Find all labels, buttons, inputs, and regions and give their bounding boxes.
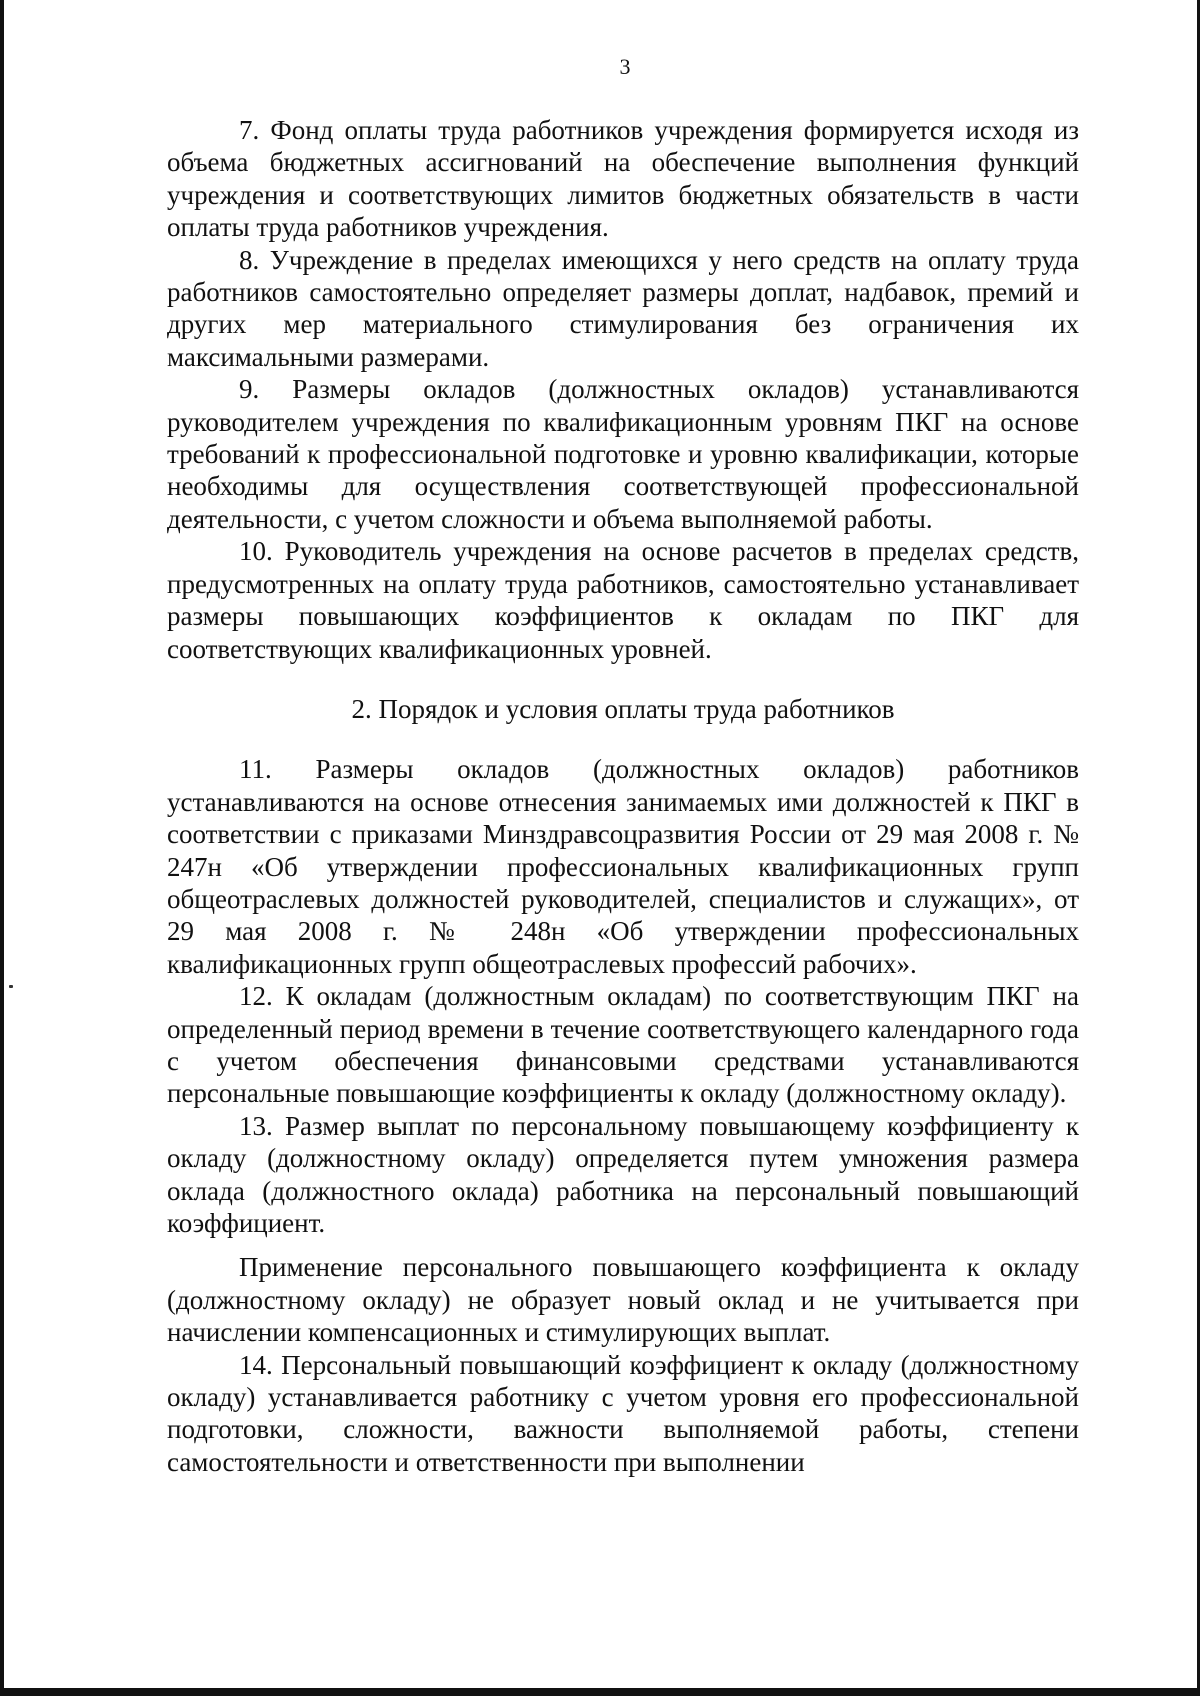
paragraph-9: 9. Размеры окладов (должностных окладов) устанавливаются руководителем учреждения по квалификационным уровням ПКГ на основе требований к профессиональной подготовке и уровню квалификации, которые необходимы для осуществления соответствующей профессиональной деятельности, с учетом сложности и объема выполняемой работы.: [167, 374, 1079, 534]
section-heading: 2. Порядок и условия оплаты труда работников: [351, 693, 895, 724]
paragraph-7: 7. Фонд оплаты труда работников учреждения формируется исходя из объема бюджетных ассигнований на обеспечение выполнения функций учреждения и соответствующих лимитов бюджетных обязательств в части оплаты труда работников учреждения.: [167, 115, 1079, 243]
document-body: [167, 114, 1079, 1478]
scan-border-bottom: [0, 1688, 1200, 1696]
page-number: 3: [619, 54, 631, 79]
scan-speck: [9, 985, 13, 988]
paragraph-13: 13. Размер выплат по персональному повышающему коэффициенту к окладу (должностному окладу) определяется путем умножения размера оклада (должностного оклада) работника на персональный повышающий коэффициент.: [167, 1110, 1079, 1238]
paragraph-12: 12. К окладам (должностным окладам) по соответствующим ПКГ на определенный период времени в течение соответствующего календарного года с учетом обеспечения финансовыми средствами устанавливаются персональные повышающие коэффициенты к окладу (должностному окладу).: [167, 981, 1079, 1109]
scan-border-left: [0, 0, 4, 1696]
paragraph-8: 8. Учреждение в пределах имеющихся у него средств на оплату труда работников самостоятельно определяет размеры доплат, надбавок, премий и других мер материального стимулирования без ограничения их максимальными размерами.: [167, 244, 1079, 372]
paragraph-11: 11. Размеры окладов (должностных окладов) работников устанавливаются на основе отнесения занимаемых ими должностей к ПКГ в соответствии с приказами Минздравсоцразвития России от 29 мая 2008 г. № 247н «Об утверждении профессиональных квалификационных групп общеотраслевых должностей руководителей, специалистов и служащих», от 29 мая 2008 г. № 248н «Об утверждении профессиональных квалификационных групп общеотраслевых профессий рабочих».: [167, 754, 1079, 979]
paragraph-13-continuation: Применение персонального повышающего коэффициента к окладу (должностному окладу) не образует новый оклад и не учитывается при начислении компенсационных и стимулирующих выплат.: [167, 1252, 1079, 1348]
paragraph-10: 10. Руководитель учреждения на основе расчетов в пределах средств, предусмотренных на оплату труда работников, самостоятельно устанавливает размеры повышающих коэффициентов к окладам по ПКГ для соответствующих квалификационных уровней.: [167, 536, 1079, 664]
paragraph-14: 14. Персональный повышающий коэффициент к окладу (должностному окладу) устанавливается работнику с учетом уровня его профессиональной подготовки, сложности, важности выполняемой работы, степени самостоятельности и ответственности при выполнении: [167, 1349, 1079, 1477]
